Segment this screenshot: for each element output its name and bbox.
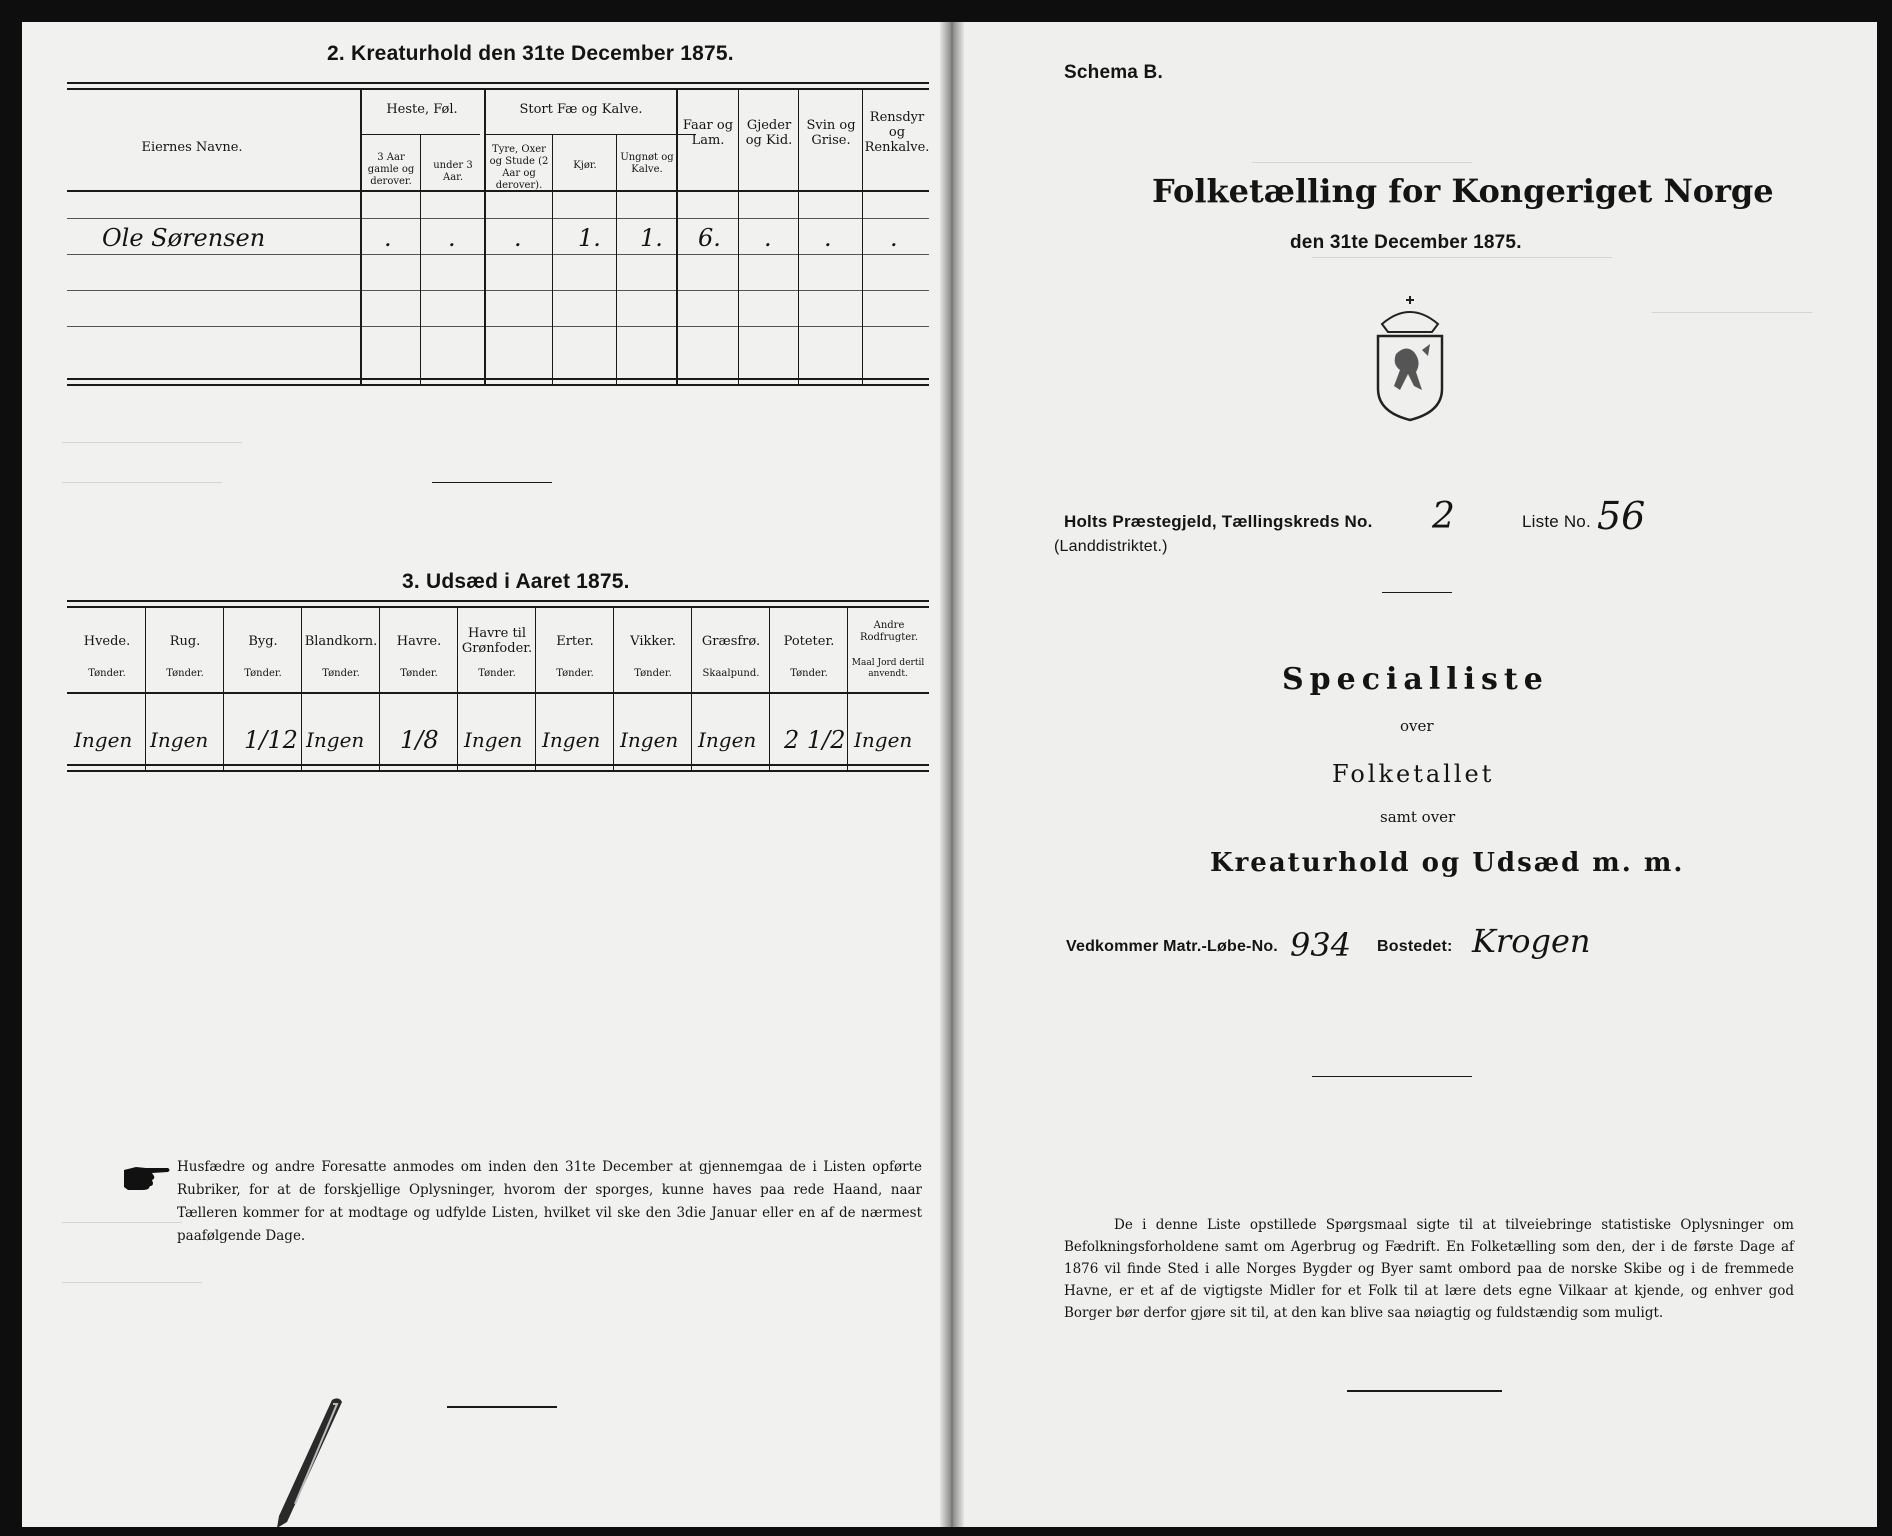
sowing-unit-header: Tønder. <box>556 668 594 679</box>
norwegian-lion-coat-of-arms-icon <box>1360 294 1460 424</box>
sowing-crop-header: Andre Rodfrugter. <box>859 620 919 643</box>
sowing-unit-header: Tønder. <box>634 668 672 679</box>
livestock-value: 1. <box>578 224 601 252</box>
cover-date: den 31te December 1875. <box>1290 232 1522 253</box>
sowing-unit-header: Tønder. <box>400 668 438 679</box>
owner-column-header: Eiernes Navne. <box>141 140 243 155</box>
livestock-header: Gjeder og Kid. <box>745 118 793 148</box>
sowing-unit-header: Tønder. <box>244 668 282 679</box>
matr-label: Vedkommer Matr.-Løbe-No. <box>1066 938 1278 955</box>
sowing-crop-header: Byg. <box>248 634 278 649</box>
samt-over-text: samt over <box>1380 808 1456 826</box>
sowing-value: Ingen <box>854 728 913 752</box>
livestock-header: Kjør. <box>573 160 597 171</box>
livestock-value: 1. <box>640 224 663 252</box>
sowing-unit-header: Tønder. <box>322 668 360 679</box>
sowing-crop-header: Vikker. <box>630 634 676 649</box>
right-page <box>952 22 1877 1527</box>
sowing-value: Ingen <box>306 728 365 752</box>
sowing-crop-header: Hvede. <box>83 634 131 649</box>
livestock-header: under 3 Aar. <box>433 160 473 183</box>
sowing-crop-header: Erter. <box>556 634 594 649</box>
sowing-unit-header: Maal Jord dertil anvendt. <box>851 658 925 679</box>
sowing-value: Ingen <box>464 728 523 752</box>
sowing-unit-header: Tønder. <box>478 668 516 679</box>
folketallet-text: Folketallet <box>1332 760 1495 788</box>
sowing-crop-header: Blandkorn. <box>304 634 378 649</box>
livestock-value: . <box>448 224 456 252</box>
kreds-number: 2 <box>1432 496 1455 537</box>
sowing-heading: 3. Udsæd i Aaret 1875. <box>402 570 630 593</box>
liste-number: 56 <box>1597 494 1646 538</box>
pen-icon <box>247 1392 347 1527</box>
livestock-value: 6. <box>698 224 721 252</box>
kreatur-title: Kreaturhold og Udsæd m. m. <box>1210 848 1685 878</box>
livestock-heading: 2. Kreaturhold den 31te December 1875. <box>327 42 734 65</box>
sowing-value: Ingen <box>74 728 133 752</box>
sowing-value: Ingen <box>698 728 757 752</box>
livestock-value: . <box>514 224 522 252</box>
livestock-value: . <box>384 224 392 252</box>
left-page <box>22 22 952 1527</box>
sowing-value: 1/12 <box>244 726 298 754</box>
livestock-header: Rensdyr og Renkalve. <box>864 110 930 155</box>
livestock-header: Faar og Lam. <box>682 118 734 148</box>
explanation-text: De i denne Liste opstillede Spørgsmaal sigte til at tilveiebringe statistiske Oplysninger om Befolkningsforholdene samt om Agerbrug og Fædrift. En Folketælling som den, der i de første Dage af 1876 vil finde Sted i alle Norges Bygder og Byer samt ombord paa de norske Skibe og i de fremmede Havne, er et af de vigtigste Midler for et Folk til at lære dets egne Vilkaar at kjende, og enhver god Borger bør derfor gjøre sit til, at den kan blive saa nøiagtig og fuldstændig som muligt. <box>1064 1217 1794 1321</box>
livestock-value: . <box>824 224 832 252</box>
sowing-value: 1/8 <box>400 726 439 754</box>
liste-label: Liste No. <box>1522 512 1591 531</box>
livestock-header: 3 Aar gamle og derover. <box>367 152 415 187</box>
cover-title: Folketælling for Kongeriget Norge <box>1152 172 1774 210</box>
sowing-unit-header: Tønder. <box>790 668 828 679</box>
notice-text: Husfædre og andre Foresatte anmodes om inden den 31te December at gjennemgaa de i Listen opførte Rubriker, for at de forskjellige Oplysninger, hvorom der sporges, kunne haves paa rede Haand, naar Tælleren kommer for at modtage og udfylde Listen, hvilket vil ske den 3die Januar eller en af de nærmest paafølgende Dage. <box>177 1159 922 1244</box>
livestock-header: Svin og Grise. <box>806 118 856 148</box>
pointing-hand-icon <box>122 1162 172 1192</box>
schema-label: Schema B. <box>1064 62 1163 83</box>
cattle-group-header: Stort Fæ og Kalve. <box>519 102 643 117</box>
sowing-value: 2 1/2 <box>784 726 846 754</box>
over-text: over <box>1400 717 1434 735</box>
sowing-value: Ingen <box>542 728 601 752</box>
sowing-crop-header: Havre til Grønfoder. <box>461 626 533 656</box>
sowing-crop-header: Poteter. <box>783 634 835 649</box>
sowing-unit-header: Skaalpund. <box>702 668 760 679</box>
sowing-unit-header: Tønder. <box>166 668 204 679</box>
bosted-label: Bostedet: <box>1377 938 1453 955</box>
sowing-crop-header: Græsfrø. <box>701 634 761 649</box>
sowing-crop-header: Havre. <box>396 634 442 649</box>
livestock-header: Ungnøt og Kalve. <box>620 152 674 175</box>
district-label: (Landdistriktet.) <box>1054 538 1168 555</box>
sowing-crop-header: Rug. <box>169 634 201 649</box>
sowing-unit-header: Tønder. <box>88 668 126 679</box>
owner-name: Ole Sørensen <box>102 224 266 252</box>
livestock-header: Tyre, Oxer og Stude (2 Aar og derover). <box>489 144 549 191</box>
bosted-value: Krogen <box>1472 922 1591 960</box>
sowing-value: Ingen <box>150 728 209 752</box>
parish-label: Holts Præstegjeld, Tællingskreds No. <box>1064 512 1373 531</box>
matr-number: 934 <box>1290 926 1352 964</box>
book-gutter <box>940 22 964 1527</box>
document-spread <box>22 22 1877 1527</box>
livestock-value: . <box>764 224 772 252</box>
livestock-value: . <box>890 224 898 252</box>
horses-group-header: Heste, Føl. <box>386 102 458 117</box>
special-list-title: Specialliste <box>1282 662 1549 697</box>
sowing-value: Ingen <box>620 728 679 752</box>
